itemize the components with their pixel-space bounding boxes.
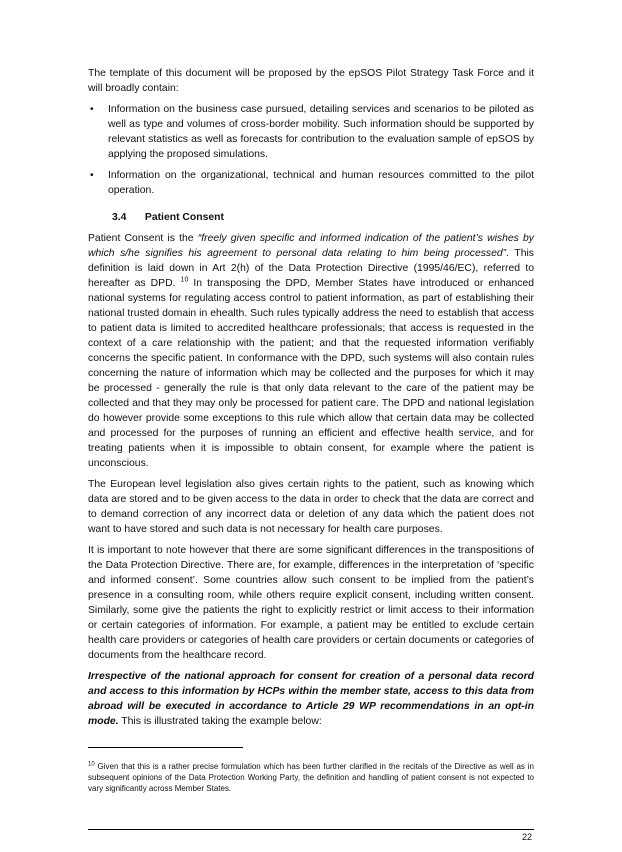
footer-rule — [88, 829, 534, 830]
section-heading — [112, 210, 534, 225]
footnote-text: Given that this is a rather precise formulation which has been further clarified in the recitals of the Directive as well as in subsequent opinions of the Data Protection Working Party, the definition and handling of patient consent is not expected to vary significantly across Member States. — [88, 762, 534, 793]
text-run: Patient Consent is the — [88, 233, 198, 244]
paragraph-patient-rights: The European level legislation also gives certain rights to the patient, such as knowing which data are stored and to be given access to the data in order to check that the data are correct and to demand correction of any incorrect data or deletion of any data which the patient does not want to have stored and such data is not necessary for health care purposes. — [88, 479, 534, 535]
page-body — [88, 66, 534, 735]
bullet-list — [88, 102, 534, 198]
paragraph-differences: It is important to note however that there are some significant differences in the transpositions of the Data Protection Directive. There are, for example, differences in the interpretation of ‘specific and informed consent’. Some countries allow such consent to be implied from the patient’s presence in a consulting room, while others require explicit consent, including written consent. Similarly, some give the patients the right to explicitly restrict or limit access to their information or certain categories of information. For example, a patient may be entitled to exclude certain health care providers or categories of health care providers or certain documents or categories of documents from the healthcare record. — [88, 545, 534, 661]
text-run: This is illustrated taking the example below: — [118, 716, 322, 727]
bullet-icon: • — [90, 104, 94, 115]
paragraph-consent-definition — [88, 231, 534, 471]
intro-paragraph: The template of this document will be proposed by the epSOS Pilot Strategy Task Force and it will broadly contain: — [88, 68, 534, 94]
paragraph-opt-in — [88, 669, 534, 729]
section-title: Patient Consent — [144, 212, 224, 223]
list-item — [88, 168, 534, 198]
text-run: . This definition is laid down in Art 2(h) of the Data Protection Directive (1995/46/EC), referred to hereafter as DPD. — [88, 248, 535, 289]
footnote-separator — [88, 747, 243, 748]
emphasis-text: Irrespective of the national approach for consent for creation of a personal data record and access to this information by HCPs within the member state, access to this data from abroad will be executed in accordance to Article 29 WP recommendations in an opt-in mode. — [88, 671, 534, 727]
list-item — [88, 102, 534, 162]
footnote — [88, 761, 534, 794]
section-number: 3.4 — [112, 212, 127, 223]
bullet-icon: • — [90, 170, 94, 181]
footnote-ref[interactable]: 10 — [180, 276, 189, 284]
page-number: 22 — [521, 832, 532, 842]
text-run: In transposing the DPD, Member States have introduced or enhanced national systems for regulating access control to patient information, as part of establishing their national trusted domain in ehealth. Such rules typically address the need to establish that access to patient data is limited to accredited healthcare professionals; that access is requested in the context of a care relationship with the patient; and that the requested information verifiably concerns the specific patient. In conformance with the DPD, such systems will also contain rules concerning the nature of information which may be collected and the purposes for which it may be processed - generally the rule is that only data relevant to the care of the patient may be collected and that they may only be processed for patient care. The DPD and national legislation do however provide some exceptions to this rule which allow that certain data may be collected and processed for the purposes of running an efficient and effective health service, and for treating patients when it is impossible to obtain consent, for example where the patient is unconscious. — [88, 278, 534, 469]
quote: “freely given specific and informed indication of the patient’s wishes by which s/he signifies his agreement to personal data relating to him being processed” — [88, 233, 534, 259]
footnote-number: 10 — [88, 761, 95, 768]
bullet-text: Information on the business case pursued, detailing services and scenarios to be piloted as well as type and volumes of cross-border mobility. Such information should be supported by relevant statistics as well as forecasts for contribution to the evaluation sample of epSOS by applying the proposed simulations. — [108, 104, 534, 160]
bullet-text: Information on the organizational, technical and human resources committed to the pilot operation. — [108, 170, 534, 196]
